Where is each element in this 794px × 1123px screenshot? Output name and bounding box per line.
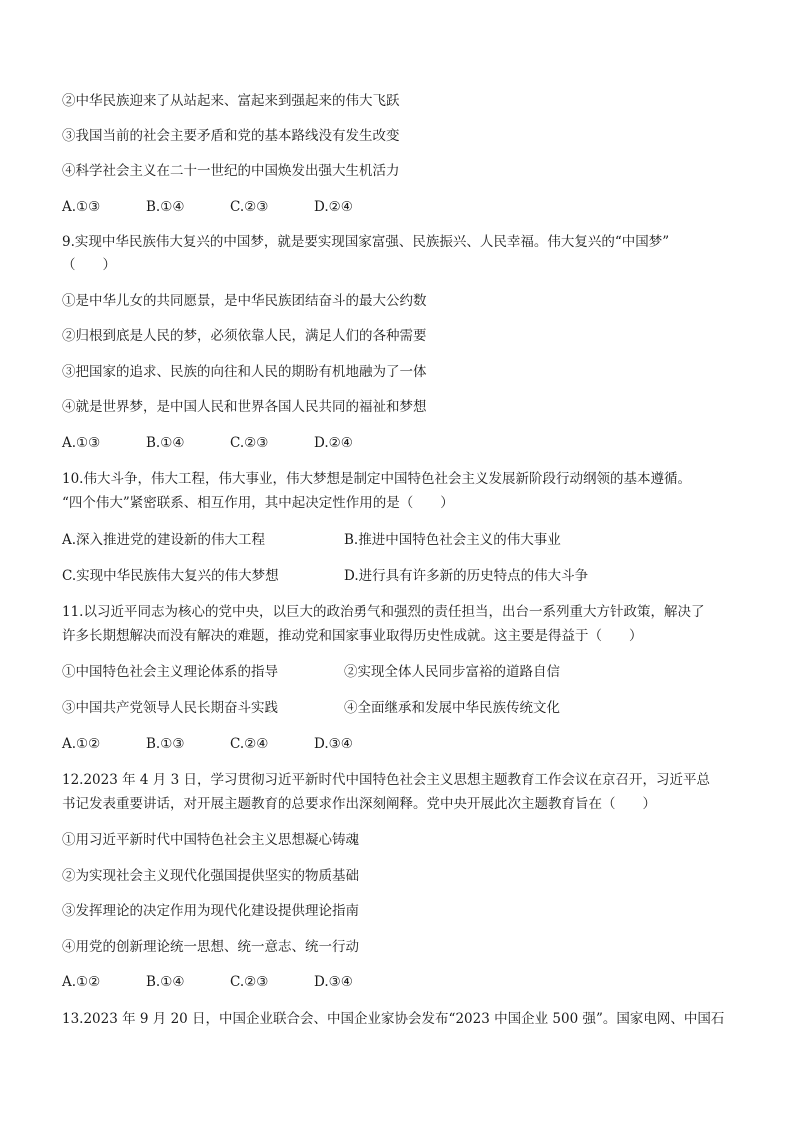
q9-statement-2: ②归根到底是人民的梦，必须依靠人民，满足人们的各种需要	[62, 328, 427, 344]
q8-option-a[interactable]: A.①③	[62, 199, 101, 215]
q11-statement-2: ②实现全体人民同步富裕的道路自信	[344, 664, 560, 680]
q11-stem-line-2: 许多长期想解决而没有解决的难题，推动党和国家事业取得历史性成就。这主要是得益于（ ）	[62, 628, 643, 644]
q8-statement-2: ②中华民族迎来了从站起来、富起来到强起来的伟大飞跃	[62, 93, 400, 109]
q12-stem-line-2: 书记发表重要讲话，对开展主题教育的总要求作出深刻阐释。党中央开展此次主题教育旨在（ ）	[62, 796, 656, 812]
q10-option-a[interactable]: A.深入推进党的建设新的伟大工程	[62, 532, 266, 548]
q12-option-c[interactable]: C.②③	[230, 974, 269, 990]
q9-option-c[interactable]: C.②③	[230, 435, 269, 451]
q11-options	[62, 735, 398, 753]
q9-option-a[interactable]: A.①③	[62, 435, 101, 451]
q12-statement-3: ③发挥理论的决定作用为现代化建设提供理论指南	[62, 903, 359, 919]
q8-statement-3: ③我国当前的社会主要矛盾和党的基本路线没有发生改变	[62, 128, 400, 144]
q12-option-a[interactable]: A.①②	[62, 974, 101, 990]
q13-stem-line-1: 13.2023 年 9 月 20 日，中国企业联合会、中国企业家协会发布“2023 中国企业 500 强”。国家电网、中国石	[62, 1011, 725, 1027]
q11-option-c[interactable]: C.②④	[230, 736, 269, 752]
q10-option-c[interactable]: C.实现中华民族伟大复兴的伟大梦想	[62, 568, 279, 584]
q10-stem-line-1: 10.伟大斗争，伟大工程，伟大事业，伟大梦想是制定中国特色社会主义发展新阶段行动纲领的基本遵循。	[62, 471, 691, 487]
q12-statement-2: ②为实现社会主义现代化强国提供坚实的物质基础	[62, 868, 359, 884]
q10-stem-line-2: “四个伟大”紧密联系、相互作用，其中起决定性作用的是（ ）	[62, 495, 454, 511]
q12-options	[62, 973, 398, 991]
q12-option-d[interactable]: D.③④	[314, 974, 353, 990]
q8-statement-4: ④科学社会主义在二十一世纪的中国焕发出强大生机活力	[62, 163, 400, 179]
q11-statement-1: ①中国特色社会主义理论体系的指导	[62, 664, 278, 680]
q8-option-c[interactable]: C.②③	[230, 199, 269, 215]
q10-option-d[interactable]: D.进行具有许多新的历史特点的伟大斗争	[344, 568, 589, 584]
q9-statement-1: ①是中华儿女的共同愿景，是中华民族团结奋斗的最大公约数	[62, 293, 427, 309]
q8-option-d[interactable]: D.②④	[314, 199, 353, 215]
q10-option-b[interactable]: B.推进中国特色社会主义的伟大事业	[344, 532, 561, 548]
q12-statement-1: ①用习近平新时代中国特色社会主义思想凝心铸魂	[62, 832, 359, 848]
q9-stem-line-2: （ ）	[62, 257, 116, 273]
q9-statement-3: ③把国家的追求、民族的向往和人民的期盼有机地融为了一体	[62, 364, 427, 380]
q11-option-d[interactable]: D.③④	[314, 736, 353, 752]
q9-option-d[interactable]: D.②④	[314, 435, 353, 451]
q9-options	[62, 434, 398, 452]
q8-options	[62, 198, 398, 216]
q11-statement-3: ③中国共产党领导人民长期奋斗实践	[62, 700, 278, 716]
q11-option-b[interactable]: B.①③	[146, 736, 185, 752]
q8-option-b[interactable]: B.①④	[146, 199, 185, 215]
q9-stem-line-1: 9.实现中华民族伟大复兴的中国梦，就是要实现国家富强、民族振兴、人民幸福。伟大复兴的“中国梦”	[62, 234, 670, 250]
q12-stem-line-1: 12.2023 年 4 月 3 日，学习贯彻习近平新时代中国特色社会主义思想主题教育工作会议在京召开，习近平总	[62, 772, 710, 788]
q9-option-b[interactable]: B.①④	[146, 435, 185, 451]
q12-option-b[interactable]: B.①④	[146, 974, 185, 990]
q11-statement-4: ④全面继承和发展中华民族传统文化	[344, 700, 560, 716]
q9-statement-4: ④就是世界梦，是中国人民和世界各国人民共同的福祉和梦想	[62, 399, 427, 415]
q11-option-a[interactable]: A.①②	[62, 736, 101, 752]
q12-statement-4: ④用党的创新理论统一思想、统一意志、统一行动	[62, 939, 359, 955]
q11-stem-line-1: 11.以习近平同志为核心的党中央，以巨大的政治勇气和强烈的责任担当，出台一系列重大方针政策，解决了	[62, 604, 705, 620]
